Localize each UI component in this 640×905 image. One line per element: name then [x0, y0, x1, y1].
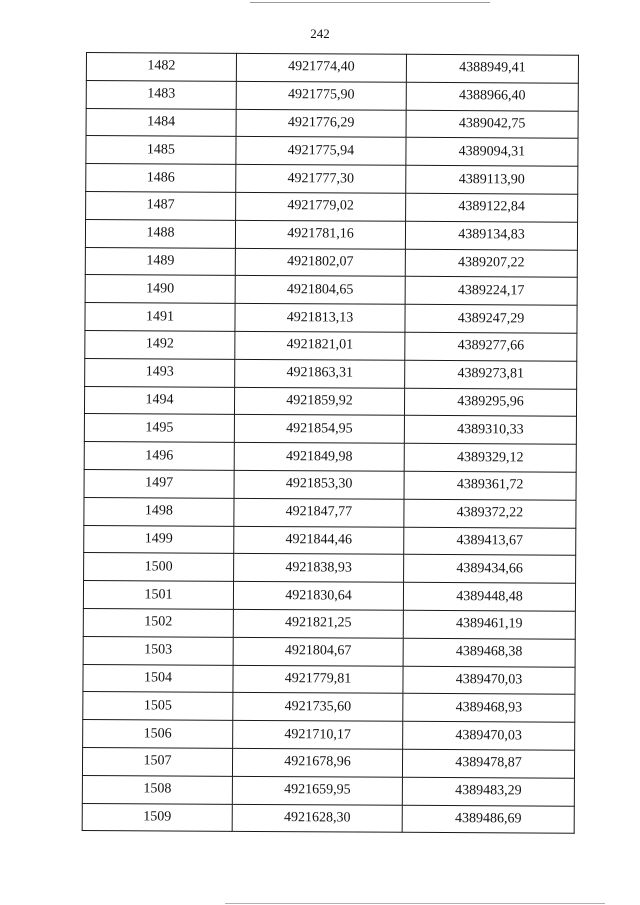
point-number-cell: 1505 [83, 692, 233, 721]
point-number-cell: 1499 [84, 525, 234, 554]
y-coordinate-cell: 4389113,90 [406, 165, 578, 194]
x-coordinate-cell: 4921859,92 [234, 387, 404, 416]
point-number-cell: 1482 [86, 53, 236, 82]
x-coordinate-cell: 4921830,64 [233, 581, 403, 610]
point-number-cell: 1497 [84, 469, 234, 498]
x-coordinate-cell: 4921863,31 [235, 359, 405, 388]
y-coordinate-cell: 4389224,17 [405, 277, 577, 306]
x-coordinate-cell: 4921847,77 [234, 498, 404, 527]
x-coordinate-cell: 4921813,13 [235, 304, 405, 333]
table-row [86, 164, 578, 195]
x-coordinate-cell: 4921628,30 [232, 804, 402, 833]
point-number-cell: 1491 [85, 303, 235, 332]
x-coordinate-cell: 4921678,96 [232, 748, 402, 777]
y-coordinate-cell: 4389468,38 [403, 638, 575, 667]
scan-edge-top [250, 2, 490, 3]
y-coordinate-cell: 4389122,84 [406, 193, 578, 222]
point-number-cell: 1498 [84, 497, 234, 526]
x-coordinate-cell: 4921710,17 [233, 720, 403, 749]
point-number-cell: 1500 [84, 553, 234, 582]
y-coordinate-cell: 4389434,66 [404, 555, 576, 584]
y-coordinate-cell: 4389273,81 [405, 360, 577, 389]
table-row [84, 469, 576, 500]
x-coordinate-cell: 4921854,95 [234, 415, 404, 444]
y-coordinate-cell: 4389134,83 [405, 221, 577, 250]
table-row [84, 414, 576, 445]
table-row [86, 80, 578, 111]
coordinates-table-body [82, 53, 578, 834]
x-coordinate-cell: 4921779,81 [233, 665, 403, 694]
point-number-cell: 1507 [82, 747, 232, 776]
x-coordinate-cell: 4921777,30 [236, 165, 406, 194]
table-row [86, 53, 578, 84]
table-row [83, 692, 575, 723]
x-coordinate-cell: 4921775,90 [236, 81, 406, 110]
table-row [84, 525, 576, 556]
table-row [83, 608, 575, 639]
table-row [85, 219, 577, 250]
x-coordinate-cell: 4921844,46 [234, 526, 404, 555]
point-number-cell: 1487 [86, 191, 236, 220]
y-coordinate-cell: 4389247,29 [405, 304, 577, 333]
table-row [83, 720, 575, 751]
table-row [85, 358, 577, 389]
y-coordinate-cell: 4388966,40 [406, 82, 578, 111]
table-row [83, 664, 575, 695]
y-coordinate-cell: 4389470,03 [403, 666, 575, 695]
y-coordinate-cell: 4389372,22 [404, 499, 576, 528]
point-number-cell: 1495 [84, 414, 234, 443]
table-row [86, 108, 578, 139]
y-coordinate-cell: 4389310,33 [404, 416, 576, 445]
y-coordinate-cell: 4389295,96 [404, 388, 576, 417]
point-number-cell: 1493 [85, 358, 235, 387]
y-coordinate-cell: 4389448,48 [403, 582, 575, 611]
x-coordinate-cell: 4921659,95 [232, 776, 402, 805]
point-number-cell: 1485 [86, 136, 236, 165]
table-row [85, 275, 577, 306]
table-row [84, 442, 576, 473]
table-row [82, 747, 574, 778]
y-coordinate-cell: 4389483,29 [402, 777, 574, 806]
x-coordinate-cell: 4921802,07 [235, 248, 405, 277]
x-coordinate-cell: 4921774,40 [236, 53, 406, 82]
x-coordinate-cell: 4921781,16 [235, 220, 405, 249]
point-number-cell: 1502 [83, 608, 233, 637]
x-coordinate-cell: 4921821,25 [233, 609, 403, 638]
x-coordinate-cell: 4921775,94 [236, 137, 406, 166]
x-coordinate-cell: 4921779,02 [236, 192, 406, 221]
point-number-cell: 1509 [82, 803, 232, 832]
y-coordinate-cell: 4389361,72 [404, 471, 576, 500]
point-number-cell: 1483 [86, 80, 236, 109]
x-coordinate-cell: 4921804,67 [233, 637, 403, 666]
y-coordinate-cell: 4389478,87 [402, 749, 574, 778]
scan-edge-bottom [225, 903, 605, 904]
table-row [82, 775, 574, 806]
x-coordinate-cell: 4921735,60 [233, 693, 403, 722]
x-coordinate-cell: 4921849,98 [234, 442, 404, 471]
y-coordinate-cell: 4389470,03 [403, 721, 575, 750]
y-coordinate-cell: 4389413,67 [404, 527, 576, 556]
x-coordinate-cell: 4921853,30 [234, 470, 404, 499]
coordinates-table [82, 52, 579, 834]
point-number-cell: 1494 [84, 386, 234, 415]
y-coordinate-cell: 4389468,93 [403, 694, 575, 723]
x-coordinate-cell: 4921804,65 [235, 276, 405, 305]
point-number-cell: 1496 [84, 442, 234, 471]
y-coordinate-cell: 4389486,69 [402, 805, 574, 834]
point-number-cell: 1492 [85, 330, 235, 359]
table-row [82, 803, 574, 834]
page-number: 242 [310, 26, 330, 41]
y-coordinate-cell: 4389094,31 [406, 138, 578, 167]
table-row [85, 330, 577, 361]
y-coordinate-cell: 4389277,66 [405, 332, 577, 361]
table-row [84, 497, 576, 528]
table-row [84, 553, 576, 584]
point-number-cell: 1508 [82, 775, 232, 804]
point-number-cell: 1504 [83, 664, 233, 693]
y-coordinate-cell: 4389042,75 [406, 110, 578, 139]
point-number-cell: 1490 [85, 275, 235, 304]
y-coordinate-cell: 4389461,19 [403, 610, 575, 639]
table-row [83, 636, 575, 667]
point-number-cell: 1484 [86, 108, 236, 137]
point-number-cell: 1503 [83, 636, 233, 665]
x-coordinate-cell: 4921776,29 [236, 109, 406, 138]
coordinates-table-wrapper [82, 52, 586, 834]
point-number-cell: 1506 [83, 720, 233, 749]
point-number-cell: 1486 [86, 164, 236, 193]
point-number-cell: 1489 [85, 247, 235, 276]
table-row [86, 136, 578, 167]
table-row [86, 191, 578, 222]
x-coordinate-cell: 4921821,01 [235, 331, 405, 360]
table-row [84, 386, 576, 417]
y-coordinate-cell: 4389207,22 [405, 249, 577, 278]
point-number-cell: 1501 [83, 581, 233, 610]
table-row [85, 247, 577, 278]
x-coordinate-cell: 4921838,93 [234, 554, 404, 583]
point-number-cell: 1488 [85, 219, 235, 248]
table-row [83, 581, 575, 612]
y-coordinate-cell: 4388949,41 [406, 54, 578, 83]
y-coordinate-cell: 4389329,12 [404, 443, 576, 472]
table-row [85, 303, 577, 334]
